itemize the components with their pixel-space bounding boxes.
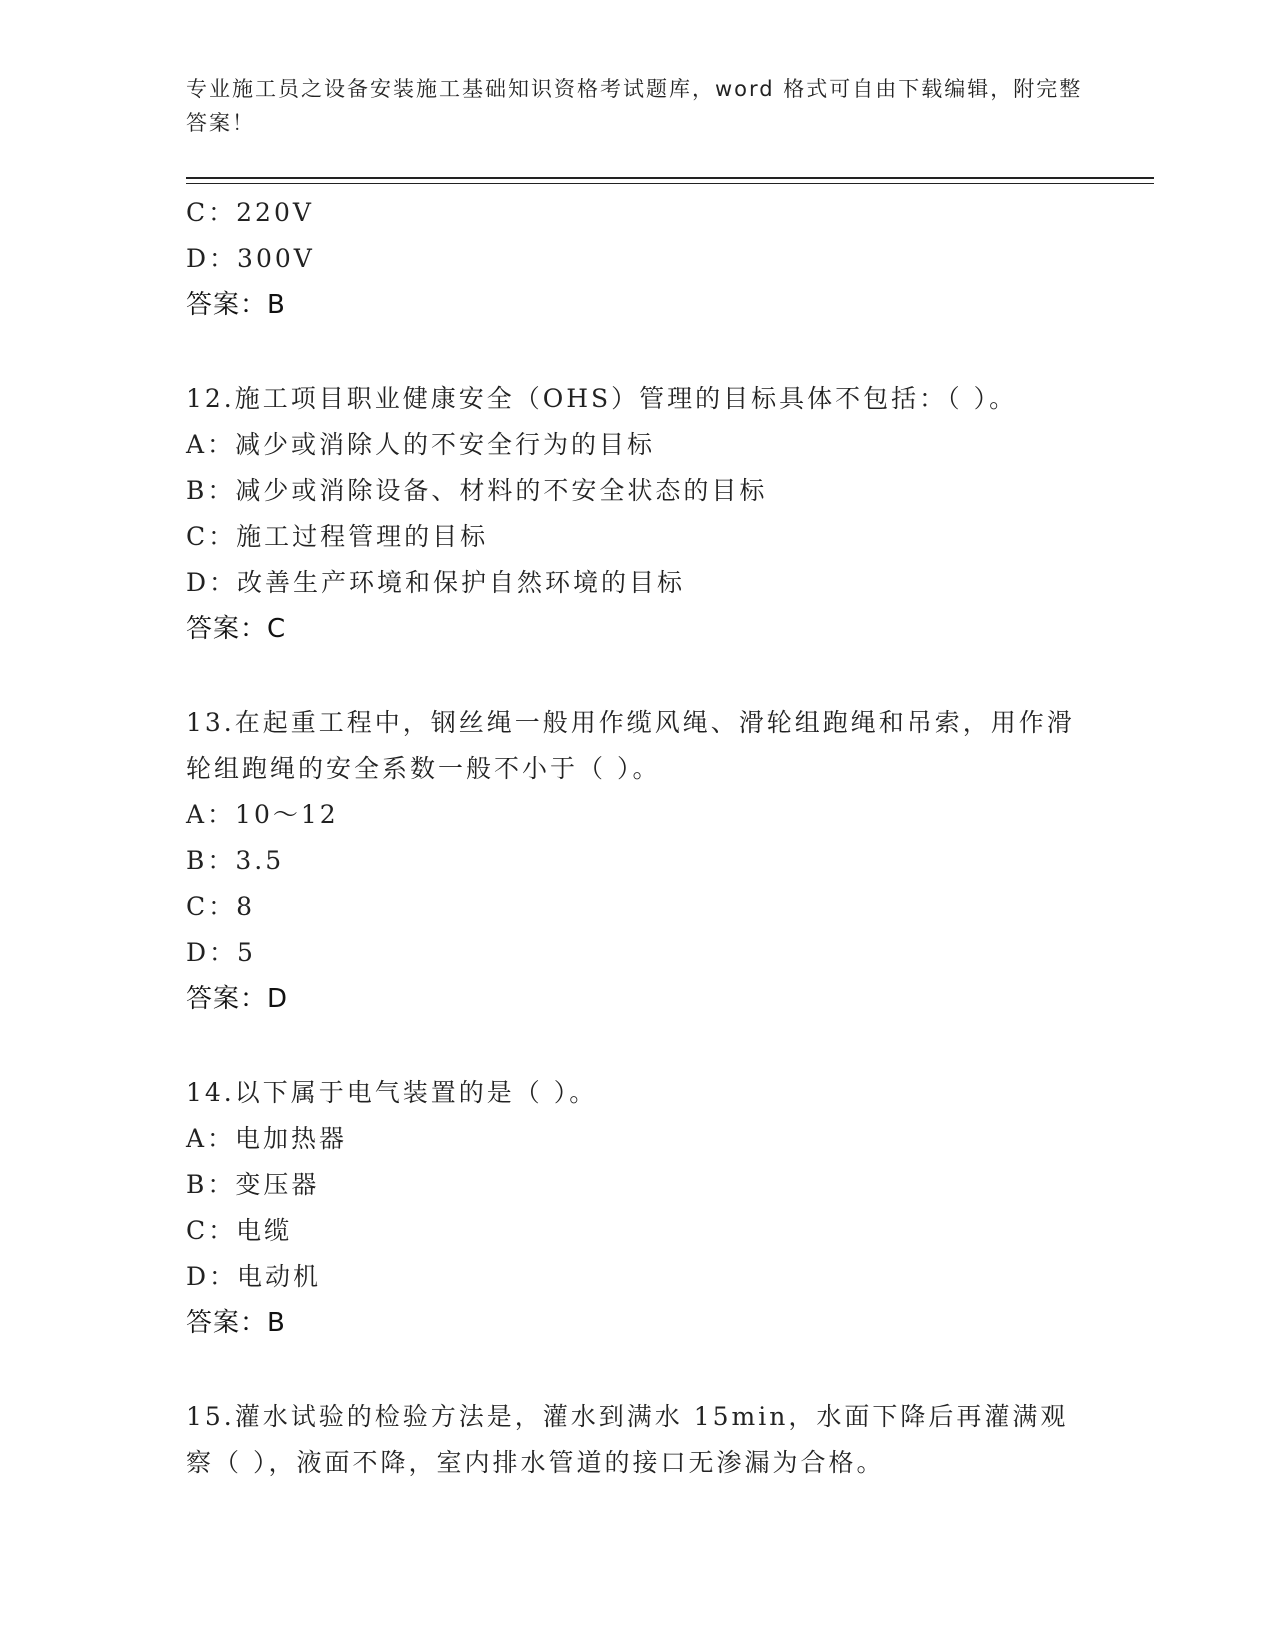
question-stem: 13.在起重工程中，钢丝绳一般用作缆风绳、滑轮组跑绳和吊索，用作滑轮组跑绳的安全系数一般不小于（ ）。 [186, 708, 1075, 783]
question-14 [186, 1070, 1086, 1346]
option-d: D：300V [186, 244, 315, 273]
option-c: C：电缆 [186, 1216, 293, 1245]
question-stem: 12.施工项目职业健康安全（OHS）管理的目标具体不包括：（ ）。 [186, 384, 1018, 413]
option-a: A：电加热器 [186, 1124, 348, 1153]
question-list [186, 190, 1086, 1486]
spacer [186, 1022, 1086, 1070]
question-13 [186, 700, 1086, 1022]
option-b: B：减少或消除设备、材料的不安全状态的目标 [186, 476, 768, 505]
answer-line: 答案：B [186, 290, 286, 320]
option-b: B：3.5 [186, 846, 285, 875]
option-d: D：5 [186, 938, 256, 967]
answer-line: 答案：B [186, 1308, 286, 1338]
header-divider-thick [186, 177, 1154, 179]
header-divider-thin [186, 183, 1154, 184]
document-header: 专业施工员之设备安装施工基础知识资格考试题库，word 格式可自由下载编辑，附完整答案！ [186, 77, 1083, 135]
question-15 [186, 1394, 1086, 1486]
option-b: B：变压器 [186, 1170, 320, 1199]
answer-line: 答案：C [186, 614, 287, 644]
option-c: C：施工过程管理的目标 [186, 522, 489, 551]
option-a: A：10～12 [186, 800, 339, 829]
spacer [186, 328, 1086, 376]
option-d: D：改善生产环境和保护自然环境的目标 [186, 568, 686, 597]
option-c: C：220V [186, 198, 314, 227]
spacer [186, 1346, 1086, 1394]
option-c: C：8 [186, 892, 256, 921]
answer-line: 答案：D [186, 984, 289, 1014]
question-12 [186, 376, 1086, 652]
option-d: D：电动机 [186, 1262, 322, 1291]
previous-question-tail [186, 190, 1086, 328]
spacer [186, 652, 1086, 700]
question-stem: 14.以下属于电气装置的是（ ）。 [186, 1078, 598, 1107]
option-a: A：减少或消除人的不安全行为的目标 [186, 430, 656, 459]
question-stem: 15.灌水试验的检验方法是，灌水到满水 15min，水面下降后再灌满观察（ ），液面不降，室内排水管道的接口无渗漏为合格。 [186, 1402, 1069, 1477]
